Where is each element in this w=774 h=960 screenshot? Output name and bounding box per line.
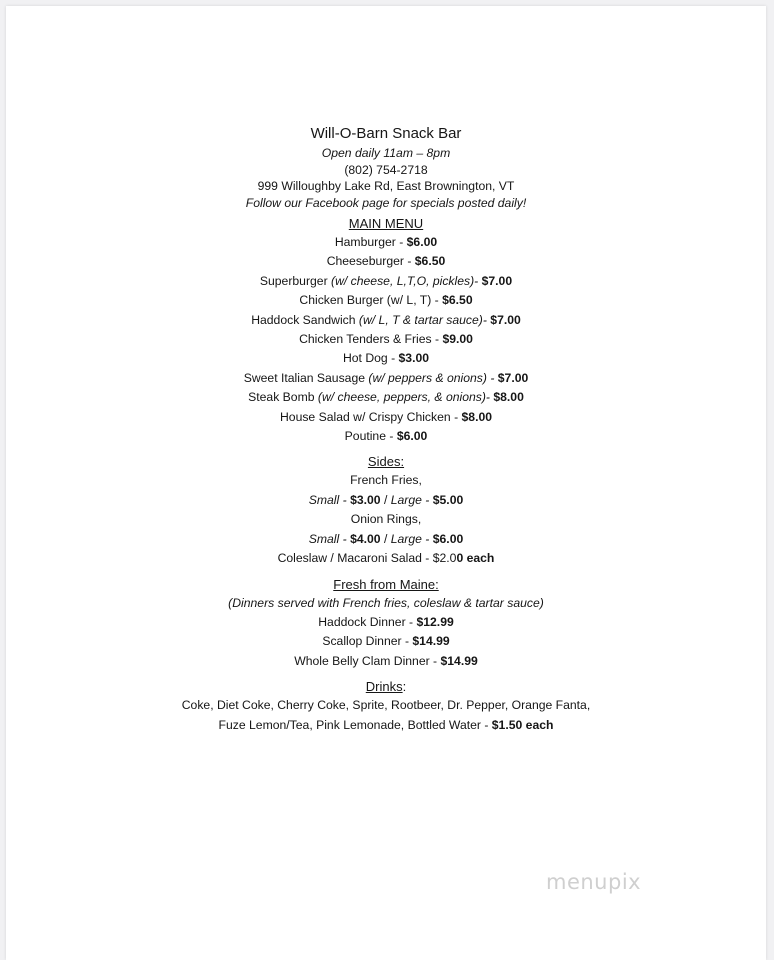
drinks-price: $1.50 each [491,717,554,732]
menu-item [6,408,766,427]
item-price: $7.00 [497,370,529,385]
main-menu-heading: MAIN MENU [348,216,424,231]
item-name: Whole Belly Clam Dinner - [294,653,441,668]
item-price: $7.00 [490,312,521,327]
size-separator: / [380,531,391,546]
size-small-price: $3.00 [350,492,381,507]
coleslaw-macaroni-item [6,549,766,568]
menu-item [6,613,766,632]
menu-item [6,272,766,291]
drinks-heading-text: Drinks [365,679,403,695]
onion-rings-label: Onion Rings, [350,512,422,527]
menu-item [6,291,766,310]
item-name: Hamburger - [334,235,407,249]
item-price: $14.99 [412,634,450,649]
size-small-label: Small - [308,492,351,507]
item-name: Coleslaw / Macaroni Salad - $2.0 [277,551,457,566]
item-price: $6.00 [396,429,428,444]
item-price: $6.50 [414,254,446,269]
menu-content [6,123,766,735]
menu-item [6,369,766,388]
menu-item [6,311,766,330]
hours: Open daily 11am – 8pm [321,146,451,160]
dinner-note: (Dinners served with French fries, coleslaw & tartar sauce) [228,595,544,610]
menu-page [6,6,766,960]
menu-item [6,632,766,651]
item-name: Steak Bomb [248,390,318,405]
menu-item [6,233,766,252]
french-fries-sizes [6,491,766,510]
item-name: Cheeseburger - [326,254,415,269]
size-separator: / [380,492,391,507]
item-price: $9.00 [442,332,473,347]
sides-list [6,471,766,568]
item-name: Haddock Sandwich [251,312,359,327]
item-detail: (w/ cheese, peppers, & onions)- [317,390,494,405]
item-detail: (w/ peppers & onions) - [368,370,498,385]
onion-rings-sizes [6,530,766,549]
item-price: $3.00 [398,351,430,366]
address: 999 Willoughby Lake Rd, East Brownington, VT [257,179,515,193]
size-small-label: Small - [308,531,351,546]
drinks-line-2 [6,716,766,735]
item-name: Chicken Tenders & Fries - [299,332,443,347]
item-detail: (w/ L, T & tartar sauce)- [358,312,491,327]
item-name: Poutine - [344,429,397,444]
item-price: $8.00 [493,390,524,405]
menu-item [6,349,766,368]
fresh-from-maine-heading: Fresh from Maine: [333,576,439,592]
size-large-label: Large - [390,531,433,546]
item-price: $14.99 [440,653,478,668]
item-name: Superburger [259,273,332,288]
item-name: Hot Dog - [342,351,399,366]
item-price: $8.00 [461,409,493,424]
item-name: Scallop Dinner - [322,634,413,649]
size-large-price: $6.00 [432,531,464,546]
drinks-names: Fuze Lemon/Tea, Pink Lemonade, Bottled Water - [218,717,492,732]
item-price: 0 each [456,551,495,566]
item-price: $12.99 [416,614,454,629]
size-large-label: Large - [390,492,433,507]
size-small-price: $4.00 [350,531,381,546]
french-fries-label: French Fries, [350,473,422,488]
menu-item [6,252,766,271]
fresh-from-maine-list [6,594,766,672]
menu-item [6,652,766,671]
size-large-price: $5.00 [432,492,464,507]
item-name: Haddock Dinner - [318,614,417,629]
restaurant-name: Will-O-Barn Snack Bar [310,125,462,142]
menu-item [6,388,766,407]
menu-item [6,330,766,349]
drinks-line-1: Coke, Diet Coke, Cherry Coke, Sprite, Rootbeer, Dr. Pepper, Orange Fanta, [181,698,591,713]
item-name: Chicken Burger (w/ L, T) - [299,293,443,308]
item-price: $6.00 [406,235,438,249]
item-name: House Salad w/ Crispy Chicken - [279,409,462,424]
phone-number: (802) 754-2718 [344,162,428,177]
item-price: $7.00 [481,273,513,288]
item-price: $6.50 [442,293,473,308]
menupix-watermark: menupix [546,870,642,894]
drinks-heading-colon: : [402,679,407,695]
sides-heading: Sides: [367,454,405,470]
main-menu-list [6,233,766,446]
menu-item [6,427,766,446]
drinks-list [6,696,766,735]
item-detail: (w/ cheese, L,T,O, pickles)- [331,273,482,288]
item-name: Sweet Italian Sausage [243,370,369,385]
drinks-heading [6,677,766,696]
facebook-note: Follow our Facebook page for specials posted daily! [245,195,527,210]
